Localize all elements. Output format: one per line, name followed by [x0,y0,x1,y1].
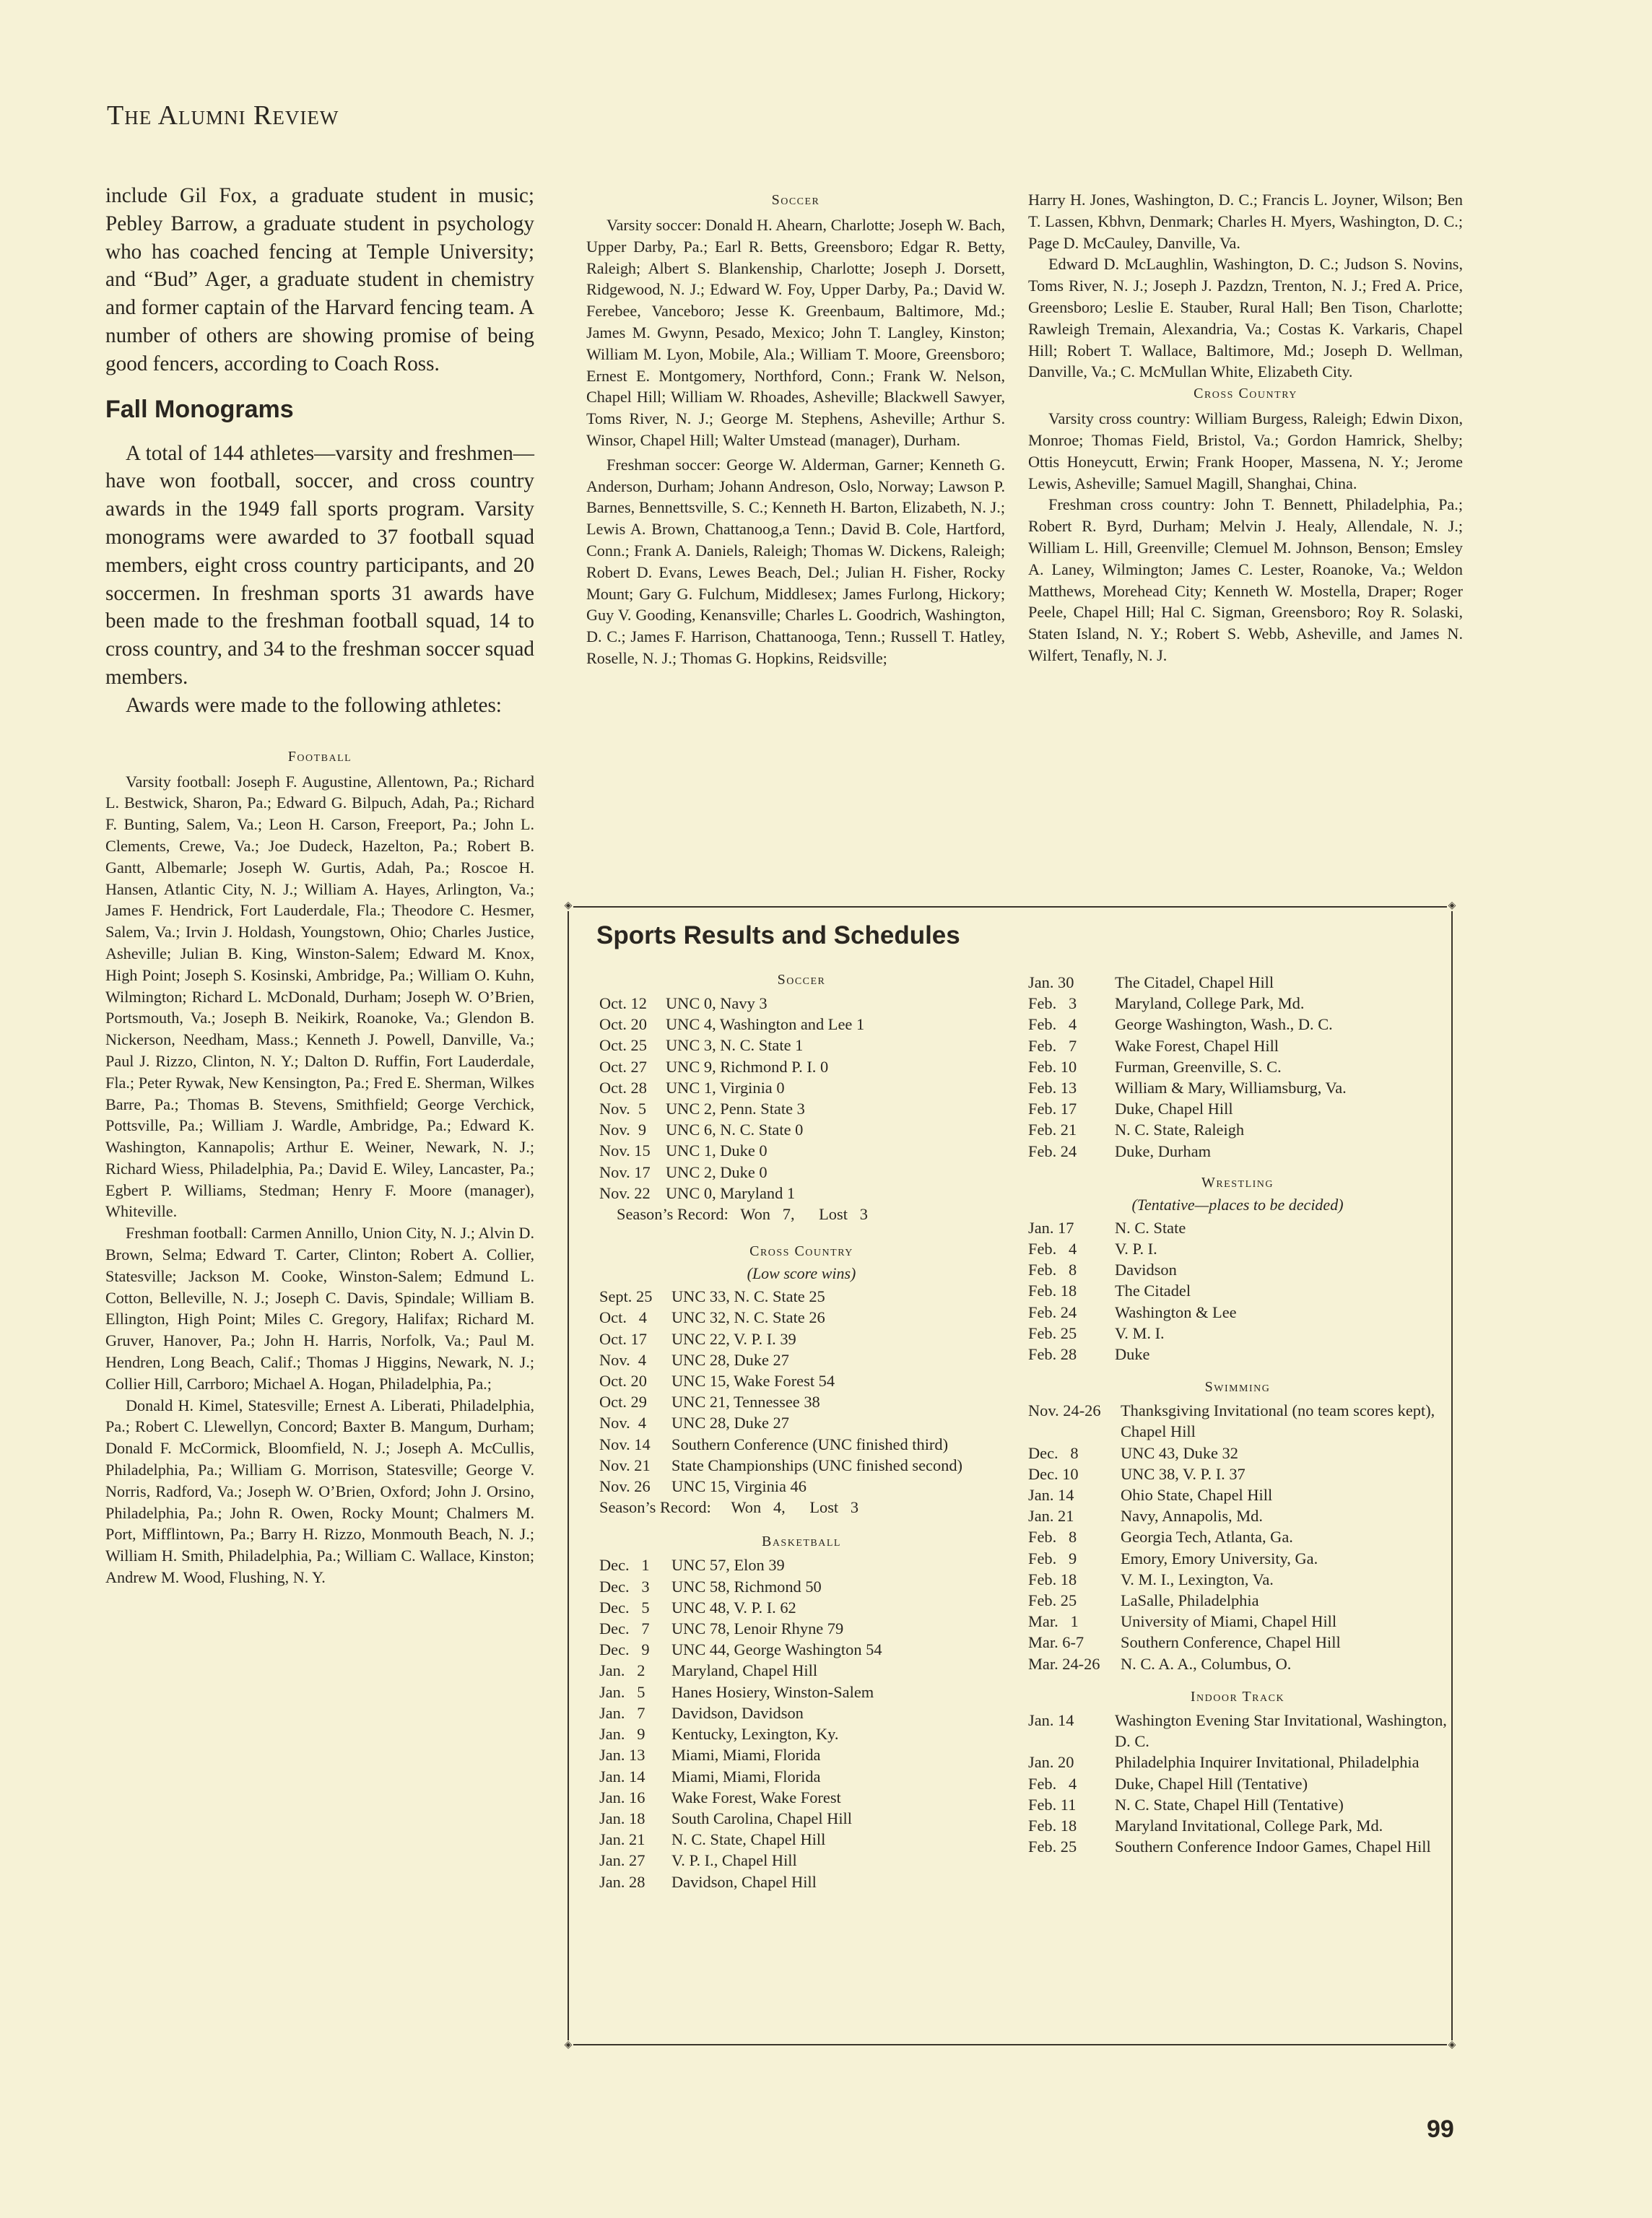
schedule-row [599,1744,1004,1765]
schedule-date: Feb. 9 [1028,1549,1077,1567]
schedule-date: Jan. 5 [599,1682,645,1701]
schedule-row [599,1412,1004,1433]
schedule-row [1028,1815,1447,1836]
schedule-cross-country-heading: Cross Country [749,1243,853,1260]
schedule-date: Nov. 4 [599,1350,647,1369]
schedule-date: Oct. 20 [599,1015,647,1034]
schedule-row [1028,1632,1447,1653]
schedule-row [1028,1794,1447,1815]
schedule-event: Hanes Hosiery, Winston-Salem [671,1682,874,1701]
schedule-date: Feb. 18 [1028,1282,1077,1300]
schedule-row [599,1554,1004,1575]
schedule-row [1028,1014,1447,1035]
schedule-row [1028,1217,1447,1238]
schedule-row [599,1183,1004,1204]
schedule-indoor-track-heading: Indoor Track [1190,1688,1285,1705]
schedule-row [599,1434,1004,1455]
schedule-event: Georgia Tech, Atlanta, Ga. [1121,1528,1293,1547]
varsity-soccer-list: Varsity soccer: Donald H. Ahearn, Charlotte; Joseph W. Bach, Upper Darby, Pa.; Earl R. Betts, Greensboro; Edgar R. Betty, Raleigh; Albert S. Blankenship, Charlotte; Joseph J. Dorsett, Ridgewood, N. J.; Edward W. Foy, Upper Darby, Pa.; David W. Ferebee, Vanceboro; Jesse K. Greenbaum, Baltimore, Md.; James M. Gwynn, Pesado, Mexico; John T. Langley, Kinston; William M. Lyon, Mobile, Ala.; William T. Moore, Greensboro; Ernest E. Montgomery, Northford, Conn.; Frank W. Nelson, Chapel Hill; William W. Rhoades, Asheville; Blackwell Sawyer, Toms River, N. J.; George M. Stephens, Asheville; Arthur S. Winsor, Chapel Hill; Walter Umstead (manager), Durham. [586,216,1005,449]
schedule-date: Dec. 10 [1028,1464,1079,1483]
basketball-schedule-cont [1028,972,1447,1162]
schedule-event: N. C. State, Chapel Hill [671,1830,826,1849]
schedule-event: UNC 2, Duke 0 [666,1162,768,1181]
schedule-date: Dec. 1 [599,1556,650,1575]
schedule-event: N. C. A. A., Columbus, O. [1121,1654,1292,1673]
schedule-event: Davidson, Chapel Hill [671,1872,817,1891]
schedule-row [599,1829,1004,1850]
schedule-date: Mar. 1 [1028,1612,1079,1631]
schedule-row [599,1391,1004,1412]
schedule-row [1028,1344,1447,1365]
schedule-row [1028,1836,1447,1857]
schedule-event: Ohio State, Chapel Hill [1121,1486,1273,1505]
corner-ornament-icon: ◈ [1448,2040,1456,2050]
schedule-row [599,1682,1004,1702]
schedule-date: Nov. 21 [599,1456,651,1474]
schedule-date: Dec. 3 [599,1577,650,1596]
schedule-row [1028,1323,1447,1344]
schedule-row [599,1766,1004,1787]
schedule-date: Feb. 8 [1028,1528,1077,1547]
schedule-event: UNC 21, Tennessee 38 [671,1393,820,1412]
cross-country-results [599,1286,1004,1497]
schedule-event: UNC 0, Maryland 1 [666,1183,796,1202]
schedule-event: Davidson, Davidson [671,1703,804,1722]
fall-monograms-heading: Fall Monograms [105,395,294,423]
schedule-date: Nov. 17 [599,1162,651,1181]
schedule-event: State Championships (UNC finished second) [671,1456,962,1474]
running-head-initial: T [107,100,125,131]
schedule-wrestling-heading: Wrestling [1201,1174,1274,1191]
schedule-event: LaSalle, Philadelphia [1121,1591,1259,1610]
schedule-event: Maryland Invitational, College Park, Md. [1115,1816,1383,1835]
schedule-row [1028,1259,1447,1280]
schedule-row [1028,1238,1447,1259]
schedule-row [599,1349,1004,1370]
schedule-row [599,1077,1004,1098]
schedule-date: Oct. 28 [599,1078,647,1097]
schedule-event: UNC 0, Navy 3 [666,994,768,1012]
box-rule-right [1451,911,1453,2040]
schedule-event: UNC 44, George Washington 54 [671,1640,882,1659]
schedule-row [1028,1590,1447,1611]
box-rule-bottom [573,2044,1447,2045]
freshman-soccer-list: Freshman soccer: George W. Alderman, Garner; Kenneth G. Anderson, Durham; Johann Andreson, Oslo, Norway; Lawson P. Barnes, Bennettsville, S. C.; Kenneth H. Barton, Elizabeth, N. J.; Lewis A. Brown, Chattanoog,a Tenn.; David B. Cole, Hartford, Conn.; Frank A. Daniels, Raleigh; Thomas W. Dickens, Raleigh; Robert D. Evans, Lewes Beach, Del.; Julian H. Fisher, Rocky Mount; Gary G. Fulchum, Middlesex; James Furlong, Hickory; Guy V. Gooding, Kenansville; Charles L. Goodrich, Washington, D. C.; James F. Harrison, Chattanooga, Tenn.; Russell T. Hatley, Roselle, N. J.; Thomas G. Hopkins, Reidsville; [586,455,1005,667]
schedule-event: UNC 1, Virginia 0 [666,1078,785,1097]
schedule-row [1028,993,1447,1014]
soccer-record: Season’s Record: Won 7, Lost 3 [617,1205,868,1224]
schedule-date: Feb. 8 [1028,1261,1077,1279]
schedule-date: Jan. 17 [1028,1218,1074,1237]
schedule-event: Wake Forest, Wake Forest [671,1788,841,1806]
schedule-event: Kentucky, Lexington, Ky. [671,1725,839,1744]
schedule-row [599,1455,1004,1476]
schedule-event: UNC 28, Duke 27 [671,1414,789,1432]
schedule-event: Maryland, Chapel Hill [671,1661,818,1680]
freshman-football-list-cont: Donald H. Kimel, Statesville; Ernest A. Liberati, Philadelphia, Pa.; Robert C. Llewellyn, Concord; Baxter B. Mangum, Durham; Donald F. McCormick, Bloomfield, N. J.; Joseph A. McCullis, Philadelphia, Pa.; William G. Morrison, Statesville; George V. Norris, Radford, Va.; Joseph W. O’Brien, Oxford; John J. Orsino, Philadelphia, Pa.; John R. Owen, Rocky Mount; Chalmers M. Port, Mifflintown, Pa.; Barry H. Rizzo, Monmouth Beach, N. J.; William H. Smith, Philadelphia, Pa.; William C. Wallace, Kinston; Andrew M. Wood, Flushing, N. Y. [105,1396,534,1587]
schedule-column-left [599,972,1004,1892]
corner-ornament-icon: ◈ [564,2040,573,2050]
schedule-event: George Washington, Wash., D. C. [1115,1015,1333,1034]
schedule-event: Duke, Chapel Hill (Tentative) [1115,1774,1308,1793]
schedule-date: Feb. 11 [1028,1795,1077,1814]
schedule-event: UNC 15, Virginia 46 [671,1477,807,1496]
schedule-event: UNC 48, V. P. I. 62 [671,1598,796,1617]
schedule-row [1028,1773,1447,1794]
schedule-event: V. M. I., Lexington, Va. [1121,1570,1274,1588]
schedule-event: UNC 4, Washington and Lee 1 [666,1015,865,1034]
schedule-event: UNC 15, Wake Forest 54 [671,1372,835,1391]
schedule-date: Feb. 13 [1028,1079,1077,1097]
monograms-paragraph: A total of 144 athletes—varsity and freshmen—have won football, soccer, and cross country awards in the 1949 fall sports program. Varsity monograms were awarded to 37 football squad members, eight cross country participants, and 20 soccermen. In freshman sports 31 awards have been made to the freshman football squad, 14 to cross country, and 34 to the freshman soccer squad members. [105,441,534,689]
schedule-row [1028,1505,1447,1526]
schedule-row [599,1618,1004,1639]
schedule-event: Duke [1115,1345,1150,1364]
schedule-event: Southern Conference, Chapel Hill [1121,1633,1341,1652]
varsity-cross-country-list: Varsity cross country: William Burgess, Raleigh; Edwin Dixon, Monroe; Thomas Field, Bristol, Va.; Gordon Hamrick, Shelby; Ottis Honeycutt, Erwin; Frank Hooper, Massena, N. Y.; Jerome Lewis, Asheville; Samuel Magill, Shanghai, China. [1028,409,1463,492]
schedule-date: Jan. 7 [599,1703,645,1722]
schedule-event: UNC 9, Richmond P. I. 0 [666,1057,829,1076]
wrestling-note: (Tentative—places to be decided) [1131,1195,1344,1214]
schedule-date: Dec. 9 [599,1640,650,1659]
freshman-soccer-list-cont2: Edward D. McLaughlin, Washington, D. C.; Judson S. Novins, Toms River, N. J.; Joseph J. Pazdzn, Trenton, N. J.; Fred A. Price, Greensboro; Leslie E. Stauber, Rural Hall; Ben Tison, Charlotte; Rawleigh Tremain, Alexandria, Va.; Costas K. Varkaris, Chapel Hill; Robert T. Wallace, Baltimore, Md.; Joseph D. Wellman, Danville, Va.; C. McMullan White, Elizabeth City. [1028,255,1463,381]
schedule-row [1028,1752,1447,1773]
schedule-date: Feb. 25 [1028,1838,1077,1856]
schedule-event: Navy, Annapolis, Md. [1121,1507,1263,1526]
schedule-event: UNC 22, V. P. I. 39 [671,1329,796,1348]
schedule-date: Jan. 27 [599,1851,645,1870]
freshman-soccer-list-cont: Harry H. Jones, Washington, D. C.; Francis L. Joyner, Wilson; Ben T. Lassen, Kbhvn, Denmark; Charles H. Myers, Washington, D. C.; Page D. McCauley, Danville, Va. [1028,191,1463,252]
schedule-row [599,1056,1004,1077]
schedule-row [1028,1710,1447,1752]
schedule-event: UNC 57, Elon 39 [671,1556,785,1575]
schedule-date: Feb. 24 [1028,1141,1077,1160]
schedule-event: N. C. State, Chapel Hill (Tentative) [1115,1795,1344,1814]
running-head [107,100,339,131]
schedule-event: UNC 6, N. C. State 0 [666,1121,804,1139]
schedule-row [599,1702,1004,1723]
schedule-date: Feb. 24 [1028,1302,1077,1321]
schedule-row [599,993,1004,1014]
schedule-event: UNC 28, Duke 27 [671,1350,789,1369]
schedule-date: Dec. 8 [1028,1443,1079,1462]
schedule-title: Sports Results and Schedules [596,921,960,949]
schedule-date: Jan. 13 [599,1746,645,1765]
schedule-event: Duke, Chapel Hill [1115,1100,1233,1118]
schedule-row [1028,1484,1447,1505]
schedule-row [599,1576,1004,1597]
schedule-date: Jan. 20 [1028,1753,1074,1772]
schedule-date: Nov. 22 [599,1183,651,1202]
schedule-date: Mar. 24-26 [1028,1654,1100,1673]
schedule-event: Washington & Lee [1115,1302,1237,1321]
schedule-event: UNC 2, Penn. State 3 [666,1100,805,1118]
schedule-event: UNC 3, N. C. State 1 [666,1036,804,1055]
schedule-event: Furman, Greenville, S. C. [1115,1057,1282,1076]
schedule-row [1028,1548,1447,1569]
schedule-row [599,1476,1004,1497]
schedule-row [599,1328,1004,1349]
schedule-date: Dec. 5 [599,1598,650,1617]
schedule-event: V. M. I. [1115,1323,1165,1342]
schedule-row [599,1370,1004,1391]
schedule-date: Jan. 9 [599,1725,645,1744]
schedule-row [1028,972,1447,993]
schedule-date: Jan. 30 [1028,973,1074,991]
schedule-event: V. P. I., Chapel Hill [671,1851,797,1870]
schedule-event: UNC 58, Richmond 50 [671,1577,822,1596]
schedule-date: Feb. 4 [1028,1240,1077,1258]
box-rule-top [573,906,1447,908]
schedule-event: V. P. I. [1115,1240,1157,1258]
schedule-event: Miami, Miami, Florida [671,1746,821,1765]
schedule-row [1028,1653,1447,1674]
schedule-date: Feb. 25 [1028,1591,1077,1610]
column-right [1028,189,1463,666]
awards-intro: Awards were made to the following athletes: [126,693,502,717]
schedule-date: Feb. 18 [1028,1570,1077,1588]
cross-country-heading: Cross Country [1194,386,1297,402]
schedule-event: UNC 43, Duke 32 [1121,1443,1238,1462]
cross-country-record: Season’s Record: Won 4, Lost 3 [599,1498,859,1517]
schedule-date: Nov. 24-26 [1028,1401,1101,1420]
schedule-date: Dec. 7 [599,1619,650,1638]
schedule-date: Feb. 28 [1028,1345,1077,1364]
column-middle [586,189,1005,669]
schedule-date: Sept. 25 [599,1287,653,1306]
schedule-event: Emory, Emory University, Ga. [1121,1549,1318,1567]
schedule-date: Nov. 9 [599,1121,647,1139]
schedule-date: Feb. 18 [1028,1816,1077,1835]
page-number: 99 [1427,2115,1454,2143]
schedule-row [1028,1569,1447,1590]
schedule-row [599,1597,1004,1618]
schedule-date: Oct. 29 [599,1393,647,1412]
schedule-event: UNC 33, N. C. State 25 [671,1287,825,1306]
soccer-heading: Soccer [771,192,820,208]
basketball-schedule [599,1554,1004,1892]
schedule-event: N. C. State, Raleigh [1115,1121,1245,1139]
soccer-results [599,993,1004,1204]
schedule-date: Oct. 12 [599,994,647,1012]
schedule-date: Mar. 6-7 [1028,1633,1084,1652]
schedule-row [599,1035,1004,1056]
schedule-date: Oct. 20 [599,1372,647,1391]
schedule-event: William & Mary, Williamsburg, Va. [1115,1079,1347,1097]
schedule-row [599,1162,1004,1183]
schedule-row [599,1014,1004,1035]
schedule-row [1028,1035,1447,1056]
schedule-date: Nov. 4 [599,1414,647,1432]
schedule-column-right [1028,972,1447,1857]
schedule-row [1028,1302,1447,1323]
schedule-row [1028,1611,1447,1632]
schedule-date: Jan. 14 [1028,1486,1074,1505]
schedule-row [1028,1280,1447,1301]
schedule-date: Feb. 3 [1028,994,1077,1013]
column-left [105,182,534,1588]
varsity-football-list: Varsity football: Joseph F. Augustine, Allentown, Pa.; Richard L. Bestwick, Sharon, Pa.; Edward G. Bilpuch, Adah, Pa.; Richard F. Bunting, Salem, Va.; Leon H. Carson, Freeport, Pa.; John L. Clements, Crewe, Va.; Joe Dudeck, Hazelton, Pa.; Robert B. Gantt, Albemarle; Joseph W. Gurtis, Adah, Pa.; Roscoe H. Hansen, Atlantic City, N. J.; William A. Hayes, Arlington, Va.; James F. Hendrick, Fort Lauderdale, Fla.; Theodore C. Hesmer, Salem, Va.; Irvin J. Holdash, Youngstown, Ohio; Charles Justice, Asheville; Julian B. King, Winston-Salem; Edward M. Knox, High Point; Joseph S. Kosinski, Ambridge, Pa.; William O. Kuhn, Wilmington; Richard L. McDonald, Durham; Joseph W. O’Brien, Portsmouth, Va.; Joseph B. Neikirk, Roanoke, Va.; Glendon B. Nickerson, Needham, Mass.; Kenneth J. Powell, Danville, Va.; Paul J. Rizzo, Clinton, N. Y.; Dalton D. Ruffin, Fort Lauderdale, Fla.; Peter Rywak, New Kensington, Pa.; Fred E. Sherman, Wilkes Barre, Pa.; Thomas B. Stevens, Smithfield; George Verchick, Pottsville, Pa.; William J. Wardle, Ambridge, Pa.; Edward K. Washington, Kannapolis; Arthur E. Weiner, Newark, N. J.; Richard Wiess, Philadelphia, Pa.; David E. Wiley, Lancaster, Pa.; Egbert P. Williams, Stedman; Henry F. Moore (manager), Whiteville. [105,772,534,1221]
football-heading: Football [287,748,352,765]
schedule-row [599,1119,1004,1140]
schedule-event: Wake Forest, Chapel Hill [1115,1036,1279,1055]
schedule-date: Jan. 16 [599,1788,645,1806]
schedule-row [599,1787,1004,1808]
freshman-cross-country-list: Freshman cross country: John T. Bennett, Philadelphia, Pa.; Robert R. Byrd, Durham; Melvin J. Healy, Allendale, N. J.; William L. Hill, Greenville; Clemuel M. Johnson, Benson; Emsley A. Laney, Wilmington; James C. Lester, Roanoke, Va.; Weldon Matthews, Morehead City; Kenneth W. Mostella, Draper; Roger Peele, Chapel Hill; Hal C. Sigman, Greensboro; Roy R. Solaski, Staten Island, N. Y.; Robert S. Webb, Asheville, and James N. Wilfert, Tenafly, N. J. [1028,495,1463,664]
corner-ornament-icon: ◈ [564,900,573,911]
schedule-date: Oct. 27 [599,1057,647,1076]
indoor-track-schedule [1028,1710,1447,1857]
schedule-row [599,1660,1004,1681]
schedule-event: Southern Conference Indoor Games, Chapel Hill [1115,1838,1431,1856]
schedule-date: Feb. 4 [1028,1015,1077,1034]
schedule-row [1028,1056,1447,1077]
schedule-event: Southern Conference (UNC finished third) [671,1435,949,1453]
schedule-date: Nov. 15 [599,1141,651,1160]
freshman-football-list: Freshman football: Carmen Annillo, Union City, N. J.; Alvin D. Brown, Selma; Edward T. Carter, Clinton; Robert A. Collier, Statesville; Jackson M. Cooke, Winston-Salem; Edmund L. Cotton, Belleville, N. J.; Joseph C. Davis, Spindale; William B. Ellington, High Point; Miles C. Gregory, Halifax; Richard M. Gruver, Hanover, Pa.; John H. Harris, Norfolk, Va.; Paul M. Hendren, Long Beach, Calif.; Thomas J Higgins, Newark, N. J.; Collier Hill, Carrboro; Michael A. Hogan, Philadelphia, Pa.; [105,1224,534,1393]
schedule-basketball-heading: Basketball [761,1534,841,1550]
running-head-rest: he Alumni Review [124,100,339,131]
schedule-event: UNC 78, Lenoir Rhyne 79 [671,1619,844,1638]
schedule-date: Nov. 5 [599,1100,647,1118]
schedule-event: Davidson [1115,1261,1177,1279]
schedule-date: Feb. 7 [1028,1036,1077,1055]
box-rule-left [568,911,569,2040]
schedule-row [599,1850,1004,1871]
schedule-row [1028,1119,1447,1140]
schedule-date: Oct. 4 [599,1308,647,1327]
schedule-event: South Carolina, Chapel Hill [671,1809,853,1827]
schedule-row [599,1639,1004,1660]
schedule-swimming-heading: Swimming [1204,1379,1271,1396]
schedule-row [599,1098,1004,1119]
schedule-row [599,1140,1004,1161]
schedule-event: UNC 1, Duke 0 [666,1141,768,1160]
schedule-date: Oct. 25 [599,1036,647,1055]
schedule-row [1028,1141,1447,1162]
corner-ornament-icon: ◈ [1448,900,1456,911]
schedule-date: Feb. 17 [1028,1100,1077,1118]
schedule-date: Jan. 14 [599,1767,645,1786]
schedule-row [599,1307,1004,1328]
schedule-date: Nov. 26 [599,1477,651,1496]
schedule-date: Feb. 4 [1028,1774,1077,1793]
schedule-soccer-heading: Soccer [777,972,826,988]
schedule-event: N. C. State [1115,1218,1186,1237]
schedule-row [1028,1400,1447,1442]
schedule-row [599,1723,1004,1744]
schedule-event: The Citadel [1115,1282,1191,1300]
schedule-event: Philadelphia Inquirer Invitational, Philadelphia [1115,1753,1420,1772]
schedule-date: Feb. 10 [1028,1057,1077,1076]
schedule-date: Jan. 2 [599,1661,645,1680]
schedule-date: Jan. 21 [1028,1507,1074,1526]
schedule-row [599,1871,1004,1892]
swimming-schedule [1028,1400,1447,1674]
schedule-row [1028,1526,1447,1547]
schedule-event: Maryland, College Park, Md. [1115,994,1305,1013]
schedule-date: Jan. 18 [599,1809,645,1827]
wrestling-schedule [1028,1217,1447,1365]
schedule-event: Thanksgiving Invitational (no team scores kept), Chapel Hill [1121,1401,1435,1441]
schedule-event: Washington Evening Star Invitational, Washington, D. C. [1115,1710,1447,1751]
schedule-date: Feb. 25 [1028,1323,1077,1342]
schedule-date: Jan. 21 [599,1830,645,1849]
schedule-date: Jan. 14 [1028,1710,1074,1729]
fencing-paragraph: include Gil Fox, a graduate student in music; Pebley Barrow, a graduate student in psychology who has coached fencing at Temple University; and “Bud” Ager, a graduate student in chemistry and former captain of the Harvard fencing team. A number of others are showing promise of being good fencers, according to Coach Ross. [105,184,534,375]
schedule-event: UNC 38, V. P. I. 37 [1121,1464,1245,1483]
schedule-row [599,1808,1004,1829]
schedule-row [1028,1098,1447,1119]
schedule-row [599,1286,1004,1307]
schedule-row [1028,1464,1447,1484]
schedule-event: Miami, Miami, Florida [671,1767,821,1786]
schedule-event: The Citadel, Chapel Hill [1115,973,1274,991]
cross-country-note: (Low score wins) [747,1264,856,1283]
schedule-date: Jan. 28 [599,1872,645,1891]
schedule-event: Duke, Durham [1115,1141,1212,1160]
schedule-event: UNC 32, N. C. State 26 [671,1308,825,1327]
schedule-date: Oct. 17 [599,1329,647,1348]
schedule-row [1028,1077,1447,1098]
schedule-date: Nov. 14 [599,1435,651,1453]
schedule-row [1028,1443,1447,1464]
schedule-date: Feb. 21 [1028,1121,1077,1139]
schedule-event: University of Miami, Chapel Hill [1121,1612,1337,1631]
